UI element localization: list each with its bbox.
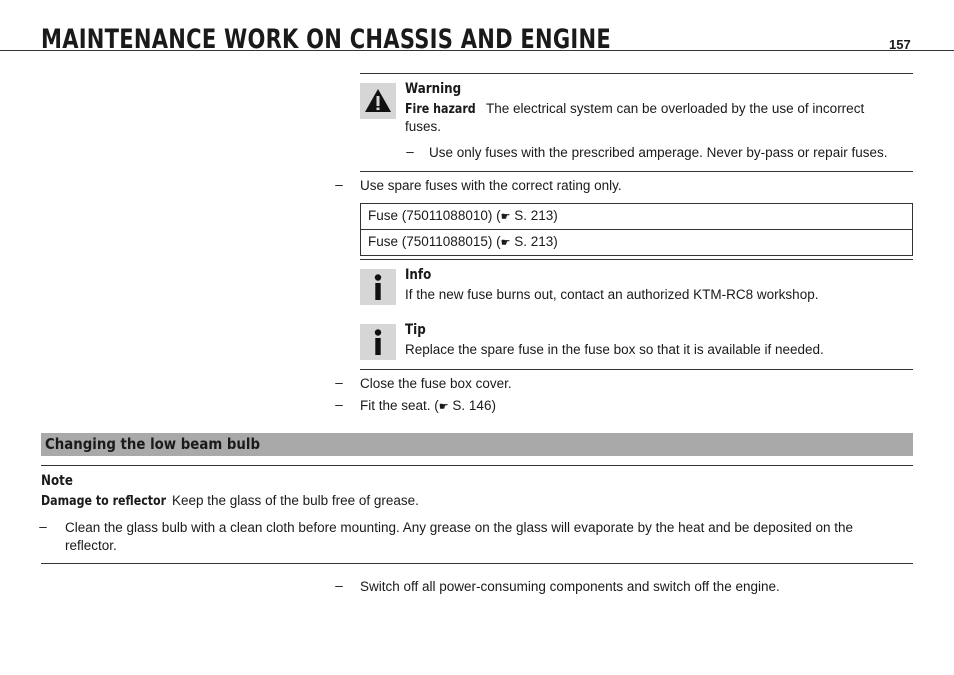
- table-cell: [361, 230, 913, 256]
- section-title: Changing the low beam bulb: [45, 435, 261, 453]
- step-dash: –: [335, 397, 343, 412]
- table-cell: [361, 204, 913, 230]
- note-instruction-line2: reflector.: [65, 538, 117, 553]
- fuse-part-text: Fuse (75011088015) (: [368, 234, 501, 249]
- damage-reflector-label: Damage to reflector: [41, 494, 167, 509]
- step-close-cover: Close the fuse box cover.: [360, 376, 512, 391]
- info-heading: Info: [405, 267, 432, 283]
- tip-bottom-rule: [360, 369, 913, 370]
- pointing-hand-icon: ☛: [438, 401, 449, 413]
- step-spare-fuses: Use spare fuses with the correct rating only.: [360, 178, 622, 193]
- note-heading: Note: [41, 473, 73, 489]
- fuse-table: [360, 203, 913, 256]
- note-bottom-rule: [41, 563, 913, 564]
- tip-text: Replace the spare fuse in the fuse box so that it is available if needed.: [405, 342, 824, 357]
- page-title: MAINTENANCE WORK ON CHASSIS AND ENGINE: [41, 24, 611, 55]
- warning-dash: –: [406, 144, 414, 159]
- note-dash: –: [39, 519, 47, 534]
- step-fit-seat-text: Fit the seat. (: [360, 398, 439, 413]
- warning-heading: Warning: [405, 81, 462, 97]
- step-switch-off: Switch off all power-consuming components and switch off the engine.: [360, 579, 780, 594]
- warning-bottom-rule: [360, 171, 913, 172]
- note-instruction-line1: Clean the glass bulb with a clean cloth before mounting. Any grease on the glass will evaporate by the heat and be deposited on the: [65, 520, 854, 535]
- page-number: 157: [889, 37, 911, 52]
- step-dash: –: [335, 177, 343, 192]
- header-rule: [0, 50, 954, 51]
- note-top-rule: [41, 465, 913, 466]
- info-icon: [360, 269, 396, 305]
- seat-page-ref[interactable]: S. 146): [452, 398, 496, 413]
- fire-hazard-label: Fire hazard: [405, 102, 476, 117]
- fuse-page-ref[interactable]: S. 213): [514, 208, 558, 223]
- step-dash: –: [335, 578, 343, 593]
- info-text: If the new fuse burns out, contact an authorized KTM-RC8 workshop.: [405, 287, 819, 302]
- fuse-page-ref[interactable]: S. 213): [514, 234, 558, 249]
- tip-heading: Tip: [405, 322, 426, 338]
- pointing-hand-icon: ☛: [500, 211, 511, 223]
- fire-hazard-text: The electrical system can be overloaded by the use of incorrect fuses.: [405, 101, 865, 134]
- tip-icon: [360, 324, 396, 360]
- fuse-part-text: Fuse (75011088010) (: [368, 208, 501, 223]
- warning-instruction: Use only fuses with the prescribed amperage. Never by-pass or repair fuses.: [429, 145, 888, 160]
- note-text: Keep the glass of the bulb free of grease.: [172, 493, 419, 508]
- table-row: [361, 204, 913, 230]
- table-row: [361, 230, 913, 256]
- step-dash: –: [335, 375, 343, 390]
- section-header-bar: [41, 433, 913, 456]
- warning-icon: [360, 83, 396, 119]
- step-fit-seat: [360, 397, 496, 416]
- warning-top-rule: [360, 73, 913, 74]
- pointing-hand-icon: ☛: [500, 237, 511, 249]
- info-top-rule: [360, 259, 913, 260]
